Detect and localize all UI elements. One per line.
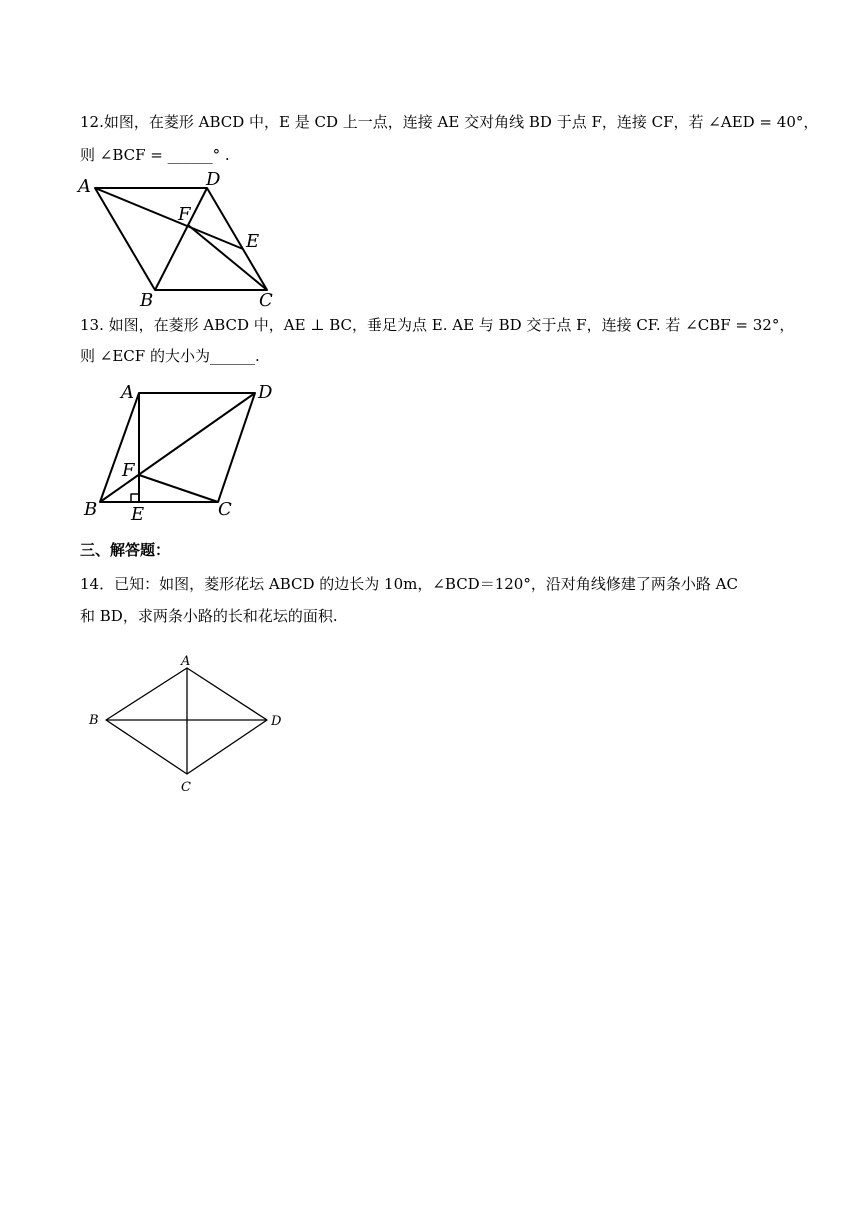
q13-label-c: C (218, 499, 232, 520)
q13-text-line2: 则 ∠ECF 的大小为______. (80, 347, 260, 365)
q13-label-e: E (131, 504, 145, 525)
q12-label-c: C (259, 290, 273, 311)
q14-rhombus-figure (80, 650, 295, 798)
q12-label-f: F (178, 204, 191, 225)
q13-rhombus-figure (78, 380, 288, 525)
q14-label-d: D (271, 714, 282, 729)
q14-label-b: B (89, 713, 99, 728)
q14-label-c: C (181, 780, 191, 795)
q14-text-line1: 14．已知：如图，菱形花坛 ABCD 的边长为 10m，∠BCD＝120°，沿对角线修建了两条小路 AC (80, 575, 738, 593)
q13-text-line1: 13. 如图，在菱形 ABCD 中，AE ⊥ BC，垂足为点 E. AE 与 BD 交于点 F，连接 CF. 若 ∠CBF = 32°， (80, 316, 795, 334)
q12-rhombus-figure (70, 168, 290, 310)
q12-text-line2: 则 ∠BCF = ______° . (80, 146, 230, 164)
q13-diagonal-bd (100, 393, 255, 502)
q13-label-d: D (258, 382, 273, 403)
q14-label-a: A (181, 654, 191, 669)
q12-label-d: D (206, 169, 221, 190)
q13-label-a: A (121, 382, 134, 403)
q13-segment-cf (139, 475, 218, 502)
q12-label-a: A (78, 176, 91, 197)
q13-right-angle-mark (131, 494, 139, 502)
q12-label-b: B (140, 290, 154, 311)
section-heading: 三、解答题： (80, 541, 171, 559)
q12-label-e: E (246, 231, 260, 252)
q13-label-f: F (122, 460, 135, 481)
q12-text-line1: 12.如图，在菱形 ABCD 中，E 是 CD 上一点，连接 AE 交对角线 BD 于点 F，连接 CF，若 ∠AED = 40°， (80, 113, 819, 131)
q12-segment-ae (95, 188, 243, 249)
q13-label-b: B (84, 499, 98, 520)
q14-text-line2: 和 BD，求两条小路的长和花坛的面积. (80, 607, 338, 625)
